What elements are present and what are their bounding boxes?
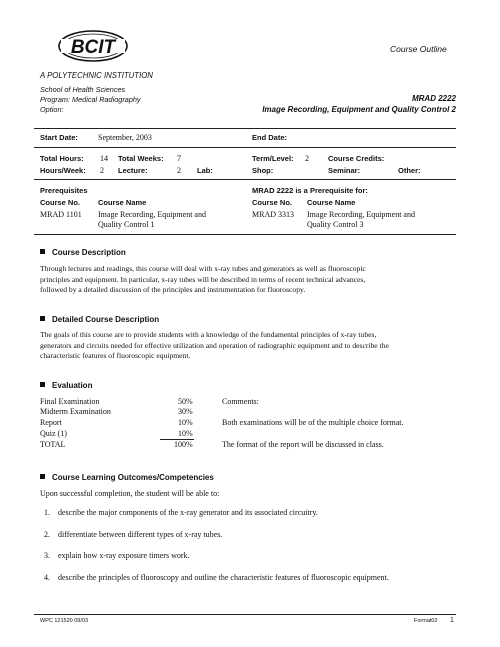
heading-text: Evaluation (52, 381, 93, 390)
prerequisites-heading: Prerequisites (40, 186, 88, 195)
comment-text: Both examinations will be of the multiple choice format. (222, 418, 404, 427)
term-level-value: 2 (305, 154, 309, 163)
divider (34, 234, 456, 235)
course-description-heading (40, 248, 126, 257)
outcome-text: explain how x-ray exposure timers work. (58, 551, 190, 560)
eval-item: Final Examination (40, 397, 100, 406)
paragraph-line: principles and equipment. In particular, x-ray tubes will be described in terms of recent technical advances, (40, 274, 366, 284)
comment-text: The format of the report will be discussed in class. (222, 440, 384, 449)
paragraph-line: Through lectures and readings, this course will deal with x-ray tubes and generators as well as fluoroscopic (40, 264, 366, 273)
lecture-label: Lecture: (118, 166, 148, 175)
divider (34, 179, 456, 180)
eval-item: Quiz (1) (40, 429, 67, 438)
heading-text: Course Description (52, 248, 126, 257)
detailed-description-heading (40, 315, 159, 324)
next-course-no: MRAD 3313 (252, 210, 295, 219)
hours-week-label: Hours/Week: (40, 166, 86, 175)
prerequisite-for-heading: MRAD 2222 is a Prerequisite for: (252, 186, 368, 195)
total-weeks-value: 7 (177, 154, 181, 163)
heading-text: Detailed Course Description (52, 315, 160, 324)
logo-text: BCIT (70, 37, 116, 58)
course-title: Image Recording, Equipment and Quality Control 2 (262, 105, 456, 114)
outcome-number: 3. (44, 551, 50, 560)
course-credits-label: Course Credits: (328, 154, 385, 163)
paragraph-line: characteristic features of fluoroscopic equipment. (40, 351, 191, 360)
footer-form-label: Format02 (414, 618, 438, 624)
next-course-name: Quality Control 3 (307, 220, 364, 229)
bullet-square-icon (40, 249, 45, 254)
seminar-label: Seminar: (328, 166, 361, 175)
total-hours-label: Total Hours: (40, 154, 84, 163)
paragraph-line: followed by a detailed discussion of the principles and instrumentation for fluoroscopy. (40, 285, 306, 294)
start-date-label: Start Date: (40, 133, 78, 142)
divider (34, 128, 456, 129)
paragraph-line: The goals of this course are to provide students with a knowledge of the fundamental principles of x-ray tubes, (40, 330, 377, 339)
outcomes-heading (40, 473, 214, 482)
other-label: Other: (398, 166, 421, 175)
bullet-square-icon (40, 382, 45, 387)
footer-code: WPC 121520 09/03 (40, 618, 89, 624)
course-no-header: Course No. (40, 198, 81, 207)
eval-item: Report (40, 418, 62, 427)
paragraph-line: generators and circuits needed for effective utilization and operation of radiographic equipment and to describe the (40, 340, 389, 350)
eval-pct: 30% (178, 407, 193, 416)
outcome-text: describe the major components of the x-ray generator and its associated circuitry. (58, 508, 318, 517)
evaluation-heading (40, 381, 92, 390)
course-code: MRAD 2222 (411, 94, 456, 103)
detailed-description-text (40, 330, 462, 362)
course-name-header: Course Name (307, 198, 356, 207)
footer-divider (34, 614, 456, 615)
hours-week-value: 2 (100, 166, 104, 175)
bcit-logo (55, 26, 133, 66)
total-weeks-label: Total Weeks: (118, 154, 164, 163)
school-name: School of Health Sciences (40, 85, 126, 94)
start-date-value: September, 2003 (98, 133, 152, 142)
bcit-logo-graphic (55, 26, 133, 66)
course-name-header: Course Name (98, 198, 147, 207)
outcome-number: 1. (44, 508, 50, 517)
heading-text: Course Learning Outcomes/Competencies (52, 473, 214, 482)
end-date-label: End Date: (252, 133, 288, 142)
prereq-course-name: Image Recording, Equipment and (98, 210, 206, 219)
next-course-name: Image Recording, Equipment and (307, 210, 415, 219)
eval-item: Midterm Examination (40, 407, 111, 416)
term-level-label: Term/Level: (252, 154, 294, 163)
page-number: 1 (450, 617, 454, 624)
eval-total-label: TOTAL (40, 440, 66, 449)
eval-pct: 50% (178, 397, 193, 406)
bullet-square-icon (40, 474, 45, 479)
course-description-text (40, 264, 462, 296)
eval-pct: 10% (178, 418, 193, 427)
comments-label: Comments: (222, 397, 259, 406)
eval-total-pct: 100% (174, 440, 193, 449)
outcome-number: 4. (44, 573, 50, 582)
bullet-square-icon (40, 316, 45, 321)
outcome-text: describe the principles of fluoroscopy and outline the characteristic features of fluoroscopic equipment. (58, 573, 389, 582)
doc-type: Course Outline (390, 44, 447, 54)
prereq-course-no: MRAD 1101 (40, 210, 82, 219)
outcome-text: differentiate between different types of x-ray tubes. (58, 530, 223, 539)
shop-label: Shop: (252, 166, 274, 175)
option-label: Option: (40, 105, 64, 114)
tagline: A POLYTECHNIC INSTITUTION (40, 71, 153, 80)
outcomes-intro: Upon successful completion, the student will be able to: (40, 489, 220, 498)
eval-pct: 10% (178, 429, 193, 438)
lab-label: Lab: (197, 166, 213, 175)
lecture-value: 2 (177, 166, 181, 175)
prereq-course-name: Quality Control 1 (98, 220, 155, 229)
total-hours-value: 14 (100, 154, 108, 163)
program-name: Program: Medical Radiography (40, 95, 141, 104)
course-no-header: Course No. (252, 198, 293, 207)
outcome-number: 2. (44, 530, 50, 539)
divider (34, 147, 456, 148)
